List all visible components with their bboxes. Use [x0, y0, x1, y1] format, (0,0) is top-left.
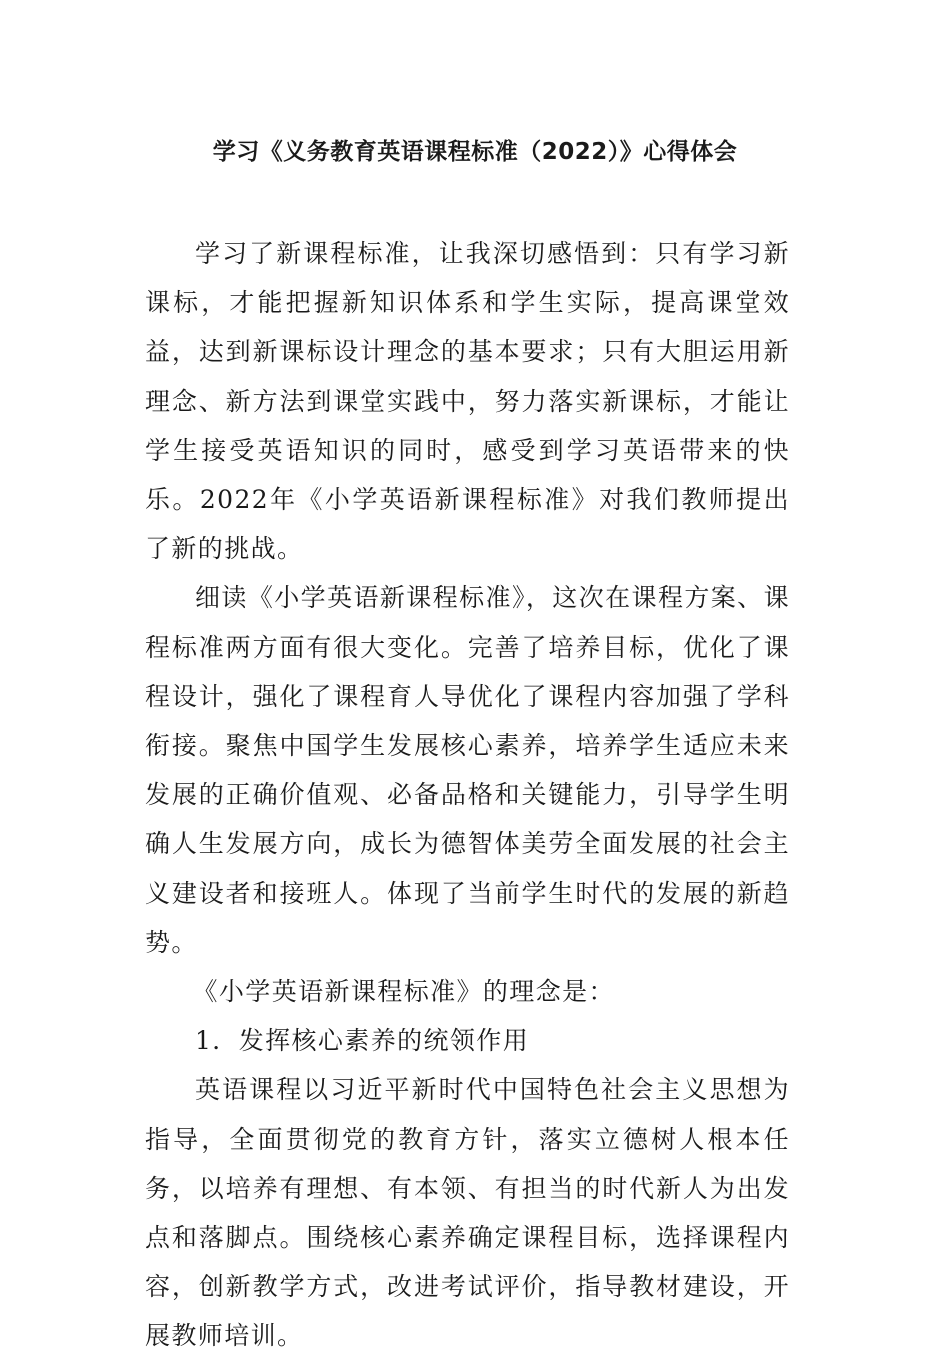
paragraph-intro: 学习了新课程标准，让我深切感悟到：只有学习新课标，才能把握新知识体系和学生实际，提高课堂效益，达到新课标设计理念的基本要求；只有大胆运用新理念、新方法到课堂实践中，努力落实新课标，才能让学生接受英语知识的同时，感受到学习英语带来的快乐。2022年《小学英语新课程标准》对我们教师提出了新的挑战。: [145, 239, 790, 564]
paragraph-concept-heading: 《小学英语新课程标准》的理念是：: [192, 977, 615, 1007]
document-title: 学习《义务教育英语课程标准（2022）》心得体会: [212, 139, 738, 165]
document-body: [145, 229, 790, 1361]
section-heading-1: 1．发挥核心素养的统领作用: [195, 1026, 530, 1056]
paragraph-reading: 细读《小学英语新课程标准》，这次在课程方案、课程标准两方面有很大变化。完善了培养目标，优化了课程设计，强化了课程育人导优化了课程内容加强了学科衔接。聚焦中国学生发展核心素养，培养学生适应未来发展的正确价值观、必备品格和关键能力，引导学生明确人生发展方向，成长为德智体美劳全面发展的社会主义建设者和接班人。体现了当前学生时代的发展的新趋势。: [145, 583, 790, 957]
paragraph-core-literacy: 英语课程以习近平新时代中国特色社会主义思想为指导，全面贯彻党的教育方针，落实立德树人根本任务，以培养有理想、有本领、有担当的时代新人为出发点和落脚点。围绕核心素养确定课程目标，选择课程内容，创新教学方式，改进考试评价，指导教材建设，开展教师培训。: [145, 1075, 790, 1351]
